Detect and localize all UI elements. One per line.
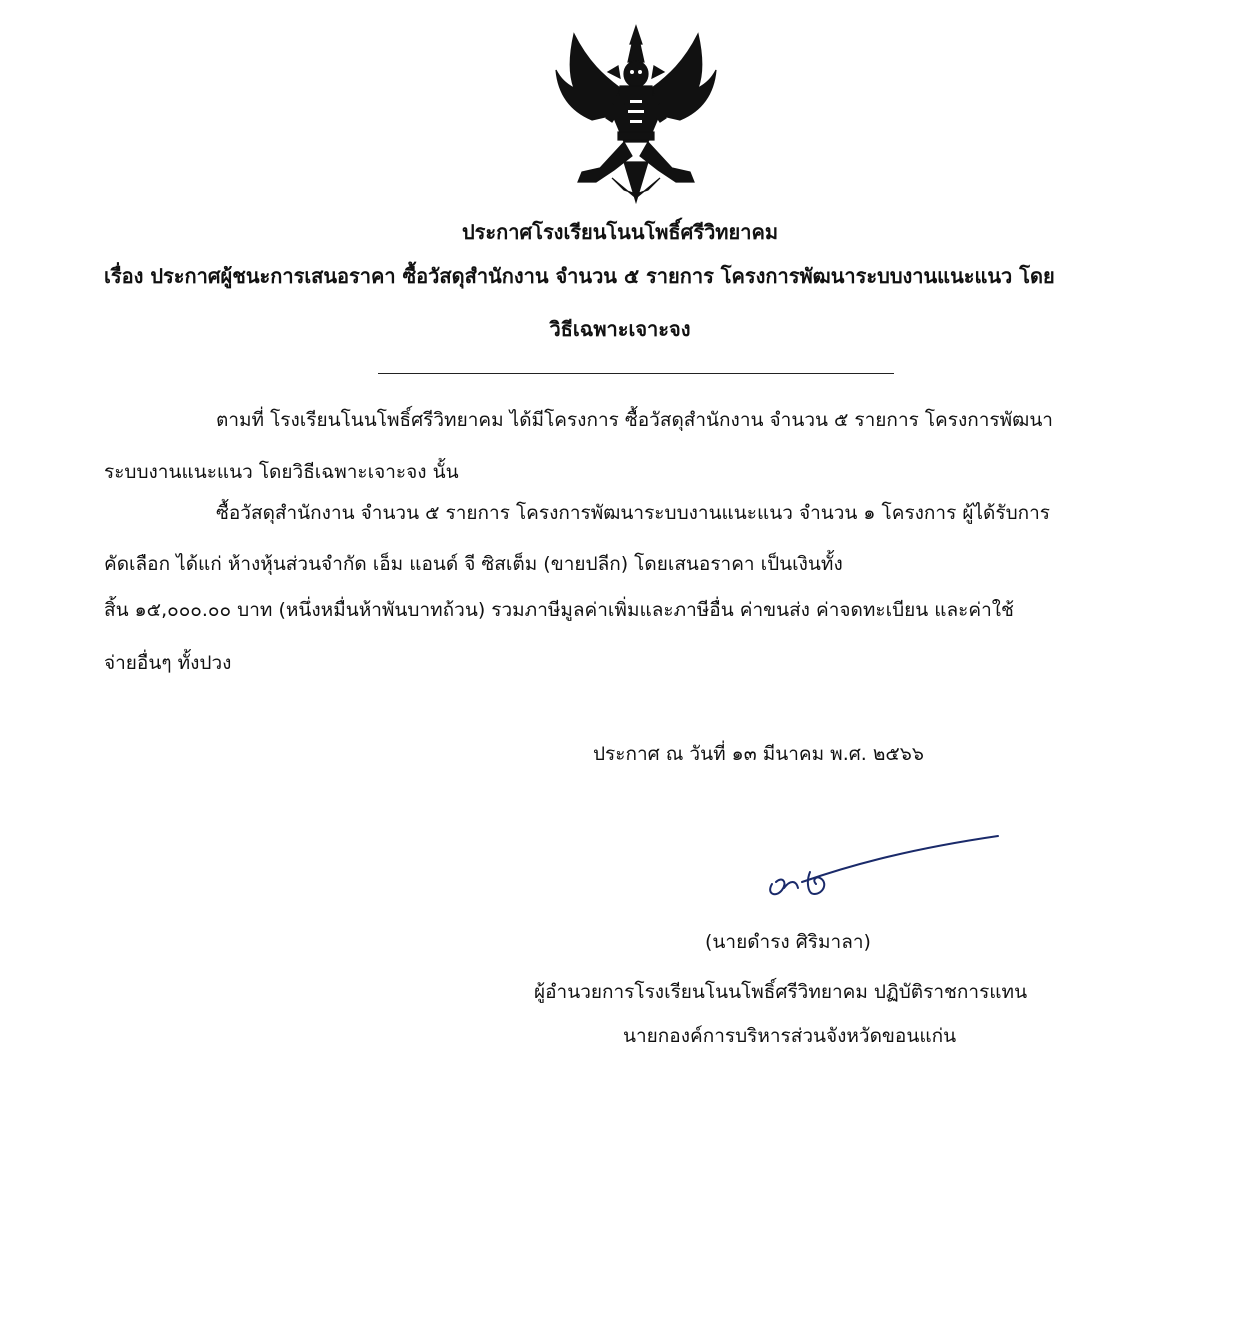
paragraph2-line4: จ่ายอื่นๆ ทั้งปวง — [104, 652, 232, 674]
signatory-name: (นายดำรง ศิริมาลา) — [705, 931, 871, 953]
organization-title: ประกาศโรงเรียนโนนโพธิ์ศรีวิทยาคม — [461, 220, 778, 244]
paragraph2-line1: ซื้อวัสดุสำนักงาน จำนวน ๕ รายการ โครงการพัฒนาระบบงานแนะแนว จำนวน ๑ โครงการ ผู้ได้รับการ — [216, 502, 1051, 524]
garuda-emblem — [548, 22, 724, 208]
paragraph2-line2: คัดเลือก ได้แก่ ห้างหุ้นส่วนจำกัด เอ็ม แอนด์ จี ซิสเต็ม (ขายปลีก) โดยเสนอราคา เป็นเงินทั้ง — [104, 553, 843, 575]
handwritten-signature — [762, 832, 1002, 912]
paragraph2-line3: สิ้น ๑๕,๐๐๐.๐๐ บาท (หนึ่งหมื่นห้าพันบาทถ้วน) รวมภาษีมูลค่าเพิ่มและภาษีอื่น ค่าขนส่ง ค่าจดทะเบียน และค่าใช้ — [104, 599, 1014, 621]
announcement-date: ประกาศ ณ วันที่ ๑๓ มีนาคม พ.ศ. ๒๕๖๖ — [593, 743, 924, 765]
signatory-position-line2: นายกองค์การบริหารส่วนจังหวัดขอนแก่น — [623, 1025, 957, 1047]
signatory-position-line1: ผู้อำนวยการโรงเรียนโนนโพธิ์ศรีวิทยาคม ปฏิบัติราชการแทน — [534, 981, 1028, 1003]
header-divider — [378, 373, 894, 374]
paragraph1-line2: ระบบงานแนะแนว โดยวิธีเฉพาะเจาะจง นั้น — [104, 461, 459, 483]
subject-line: เรื่อง ประกาศผู้ชนะการเสนอราคา ซื้อวัสดุสำนักงาน จำนวน ๕ รายการ โครงการพัฒนาระบบงานแนะแนว โดย — [104, 264, 1055, 288]
paragraph1-line1: ตามที่ โรงเรียนโนนโพธิ์ศรีวิทยาคม ได้มีโครงการ ซื้อวัสดุสำนักงาน จำนวน ๕ รายการ โครงการพัฒนา — [216, 409, 1053, 431]
subject-line-continuation: วิธีเฉพาะเจาะจง — [549, 317, 691, 341]
